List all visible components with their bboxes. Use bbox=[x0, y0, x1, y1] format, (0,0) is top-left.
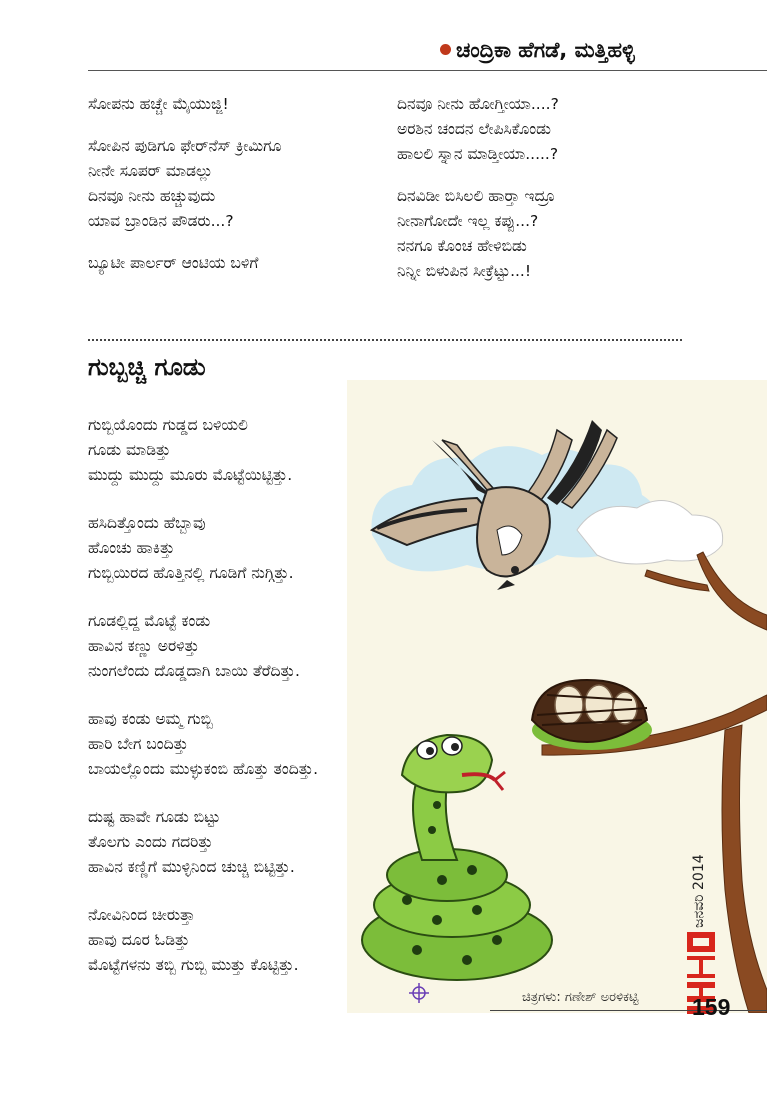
poem-line: ಅರಶಿನ ಚಂದನ ಲೇಪಿಸಿಕೊಂಡು bbox=[397, 120, 551, 138]
poem-line: ಹಾವಿನ ಕಣ್ಣಿಗೆ ಮುಳ್ಳಿನಿಂದ ಚುಚ್ಚಿ ಬಿಟ್ಟಿತ್ತು. bbox=[88, 858, 295, 876]
issue-date-text: ಜನವರಿ 2014 bbox=[691, 854, 707, 928]
poem-line: ಮುದ್ದು ಮುದ್ದು ಮೂರು ಮೊಟ್ಟೆಯಿಟ್ಟಿತ್ತು. bbox=[88, 466, 293, 484]
poem1-left-column bbox=[88, 92, 281, 276]
poem-line: ನುಂಗಲೆಂದು ದೊಡ್ಡದಾಗಿ ಬಾಯಿ ತೆರೆದಿತ್ತು. bbox=[88, 662, 300, 680]
poem-line: ಬಾಯಲ್ಲೊಂದು ಮುಳ್ಳುಕಂಬಿ ಹೊತ್ತು ತಂದಿತ್ತು. bbox=[88, 760, 319, 778]
snake bbox=[362, 735, 552, 980]
poem-line: ನನಗೂ ಕೊಂಚ ಹೇಳಿಬಿಡು bbox=[397, 237, 527, 255]
poem2-body bbox=[88, 413, 318, 978]
tree-branch bbox=[542, 552, 767, 1013]
poem-line: ಸೋಪಿನ ಪುಡಿಗೂ ಫೇರ್‌ನೆಸ್ ಕ್ರೀಮಿಗೂ bbox=[88, 137, 282, 155]
issue-date bbox=[687, 800, 717, 930]
poem-line: ಹಾಲಲಿ ಸ್ನಾನ ಮಾಡ್ತೀಯಾ.....? bbox=[397, 145, 559, 163]
stanza-gap bbox=[88, 117, 281, 134]
poem-line: ತೊಲಗು ಎಂದು ಗದರಿತ್ತು bbox=[88, 833, 213, 851]
poem-line: ನೋವಿನಿಂದ ಚೀರುತ್ತಾ bbox=[88, 906, 196, 924]
registration-mark-icon bbox=[409, 983, 429, 1003]
poem-line: ದಿನವೂ ನೀನು ಹಚ್ಚುವುದು bbox=[88, 187, 216, 205]
section-divider bbox=[88, 339, 682, 341]
stanza-gap bbox=[88, 234, 281, 251]
poem-line: ಹಾವಿನ ಕಣ್ಣು ಅರಳಿತ್ತು bbox=[88, 637, 200, 655]
bullet-icon bbox=[440, 44, 451, 55]
stanza-gap bbox=[88, 586, 318, 609]
poem-line: ಸೋಪನು ಹಚ್ಚೇ ಮೈಯುಜ್ಜಿ! bbox=[88, 95, 229, 113]
poem-line: ಮೊಟ್ಟೆಗಳನು ತಬ್ಬಿ ಗುಬ್ಬಿ ಮುತ್ತು ಕೊಟ್ಟಿತ್ತು. bbox=[88, 956, 299, 974]
author-byline bbox=[440, 38, 635, 63]
poem-line: ಹಸಿದಿತ್ತೊಂದು ಹೆಬ್ಬಾವು bbox=[88, 514, 206, 532]
stanza-gap bbox=[88, 782, 318, 805]
poem1-right-column bbox=[397, 92, 559, 284]
stanza-gap bbox=[88, 684, 318, 707]
poem-line: ಬ್ಯೂಟೀ ಪಾರ್ಲರ್ ಆಂಟಿಯ ಬಳಿಗೆ bbox=[88, 254, 259, 272]
poem-line: ಹಾವು ದೂರ ಓಡಿತ್ತು bbox=[88, 931, 190, 949]
poem-line: ನೀನಾಗೋದೇ ಇಲ್ಲ ಕಪ್ಪು...? bbox=[397, 212, 539, 230]
stanza-gap bbox=[88, 488, 318, 511]
poem-line: ದುಷ್ಟ ಹಾವೇ ಗೂಡು ಬಿಟ್ಟು bbox=[88, 808, 221, 826]
poem2-title: ಗುಬ್ಬಚ್ಚಿ ಗೂಡು bbox=[88, 353, 206, 381]
nest bbox=[532, 680, 652, 750]
poem-line: ನಿನ್ನೀ ಬಿಳುಪಿನ ಸೀಕ್ರೆಟ್ಟು...! bbox=[397, 262, 532, 280]
header-rule bbox=[88, 70, 767, 71]
poem-line: ಗುಬ್ಬಿಯೊಂದು ಗುಡ್ಡದ ಬಳಿಯಲಿ bbox=[88, 416, 248, 434]
page-number: 159 bbox=[692, 994, 731, 1020]
poem-line: ಹಾರಿ ಬೇಗ ಬಂದಿತ್ತು bbox=[88, 735, 189, 753]
stanza-gap bbox=[397, 167, 559, 184]
poem-line: ಹಾವು ಕಂಡು ಅಮ್ಮ ಗುಬ್ಬಿ bbox=[88, 710, 213, 728]
poem-line: ಗೂಡು ಮಾಡಿತ್ತು bbox=[88, 441, 171, 459]
stanza-gap bbox=[88, 880, 318, 903]
poem-line: ಗುಬ್ಬಿಯಿರದ ಹೊತ್ತಿನಲ್ಲಿ ಗೂಡಿಗೆ ನುಗ್ಗಿತ್ತು. bbox=[88, 564, 294, 582]
illustration-credit: ಚಿತ್ರಗಳು: ಗಣೇಶ್ ಅರಳಿಕಟ್ಟಿ bbox=[522, 990, 639, 1005]
poem-line: ದಿನವಿಡೀ ಬಿಸಿಲಲಿ ಹಾರ್‍ತಾ ಇದ್ರೂ bbox=[397, 187, 556, 205]
poem-line: ಹೊಂಚು ಹಾಕಿತ್ತು bbox=[88, 539, 175, 557]
author-name: ಚಂದ್ರಿಕಾ ಹೆಗಡೆ, ಮತ್ತಿಹಳ್ಳಿ bbox=[456, 38, 635, 62]
poem-line: ಗೂಡಲ್ಲಿದ್ದ ಮೊಟ್ಟೆ ಕಂಡು bbox=[88, 612, 211, 630]
poem-line: ನೀನೇ ಸೂಪರ್ ಮಾಡಲ್ಲು bbox=[88, 162, 213, 180]
poem-line: ಯಾವ ಬ್ರಾಂಡಿನ ಪೌಡರು...? bbox=[88, 212, 234, 230]
poem-line: ದಿನವೂ ನೀನು ಹೋಗ್ತೀಯಾ....? bbox=[397, 95, 559, 113]
